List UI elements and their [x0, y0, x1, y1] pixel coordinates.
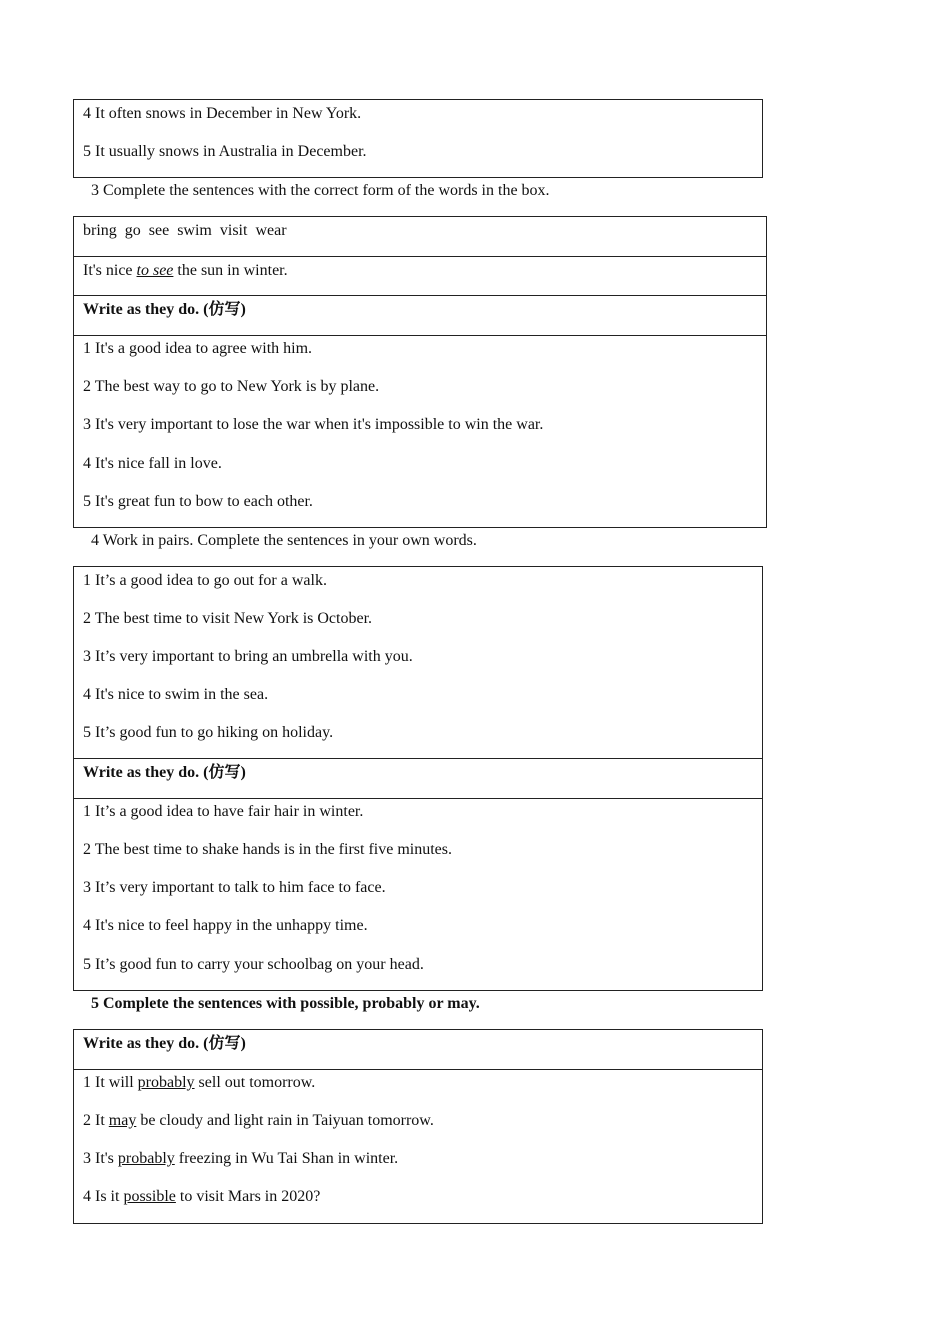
sentence-line: 1 It’s a good idea to go out for a walk.: [83, 572, 327, 589]
table-2: [73, 216, 767, 528]
write-header-row: [74, 759, 762, 799]
table-row: [74, 567, 762, 759]
write-header-row: [74, 296, 766, 336]
sentence-line: 2 It may be cloudy and light rain in Taiyuan tomorrow.: [83, 1112, 434, 1129]
table-3: [73, 566, 763, 991]
sentence-line: 5 It’s good fun to go hiking on holiday.: [83, 724, 334, 741]
exercise-4-heading: 4 Work in pairs. Complete the sentences in your own words.: [91, 532, 477, 549]
write-header-row: [74, 1030, 762, 1070]
table-row: [74, 336, 766, 527]
answer-word: probably: [117, 1150, 175, 1167]
example-answer: to see: [136, 262, 174, 279]
sentence-line: 5 It's great fun to bow to each other.: [83, 493, 313, 510]
write-as-they-do-label: Write as they do. (仿写): [83, 764, 246, 781]
sentence-line: 5 It usually snows in Australia in December.: [83, 143, 367, 160]
table-row: [74, 799, 762, 990]
exercise-3-heading: 3 Complete the sentences with the correct form of the words in the box.: [91, 182, 550, 199]
sentence-line: 3 It’s very important to talk to him face to face.: [83, 879, 386, 896]
table-4: [73, 1029, 763, 1224]
table-1: [73, 99, 763, 178]
example-row: [74, 257, 766, 296]
exercise-5-heading: 5 Complete the sentences with possible, probably or may.: [91, 995, 480, 1012]
write-as-they-do-label: Write as they do. (仿写): [83, 1035, 246, 1052]
sentence-line: 3 It’s very important to bring an umbrella with you.: [83, 648, 413, 665]
answer-word: may: [108, 1112, 137, 1129]
sentence-line: 4 It's nice to feel happy in the unhappy time.: [83, 917, 368, 934]
write-as-they-do-label: Write as they do. (仿写): [83, 301, 246, 318]
example-sentence: It's nice to see the sun in winter.: [83, 262, 288, 279]
sentence-line: 1 It’s a good idea to have fair hair in winter.: [83, 803, 364, 820]
table-row: [74, 1070, 762, 1223]
sentence-line: 3 It's probably freezing in Wu Tai Shan in winter.: [83, 1150, 399, 1167]
sentence-line: 4 It's nice to swim in the sea.: [83, 686, 269, 703]
sentence-line: 2 The best time to shake hands is in the first five minutes.: [83, 841, 452, 858]
sentence-line: 4 Is it possible to visit Mars in 2020?: [83, 1188, 321, 1205]
word-box-row: [74, 217, 766, 257]
sentence-line: 5 It’s good fun to carry your schoolbag on your head.: [83, 956, 424, 973]
sentence-line: 2 The best way to go to New York is by plane.: [83, 378, 380, 395]
table-row: [74, 100, 762, 177]
answer-word: possible: [123, 1188, 176, 1205]
sentence-line: 4 It's nice fall in love.: [83, 455, 222, 472]
sentence-line: 4 It often snows in December in New York.: [83, 105, 362, 122]
sentence-line: 1 It's a good idea to agree with him.: [83, 340, 313, 357]
answer-word: probably: [137, 1074, 195, 1091]
word-box: bring go see swim visit wear: [83, 222, 287, 239]
sentence-line: 3 It's very important to lose the war when it's impossible to win the war.: [83, 416, 544, 433]
sentence-line: 2 The best time to visit New York is October.: [83, 610, 373, 627]
sentence-line: 1 It will probably sell out tomorrow.: [83, 1074, 316, 1091]
